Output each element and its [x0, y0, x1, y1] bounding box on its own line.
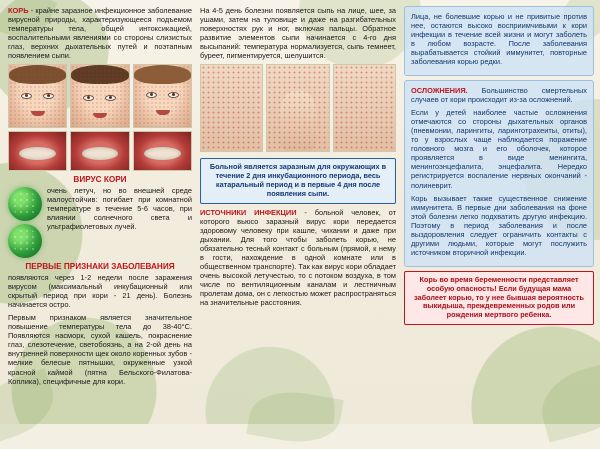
column-left [8, 6, 192, 418]
intro-text: - крайне заразное инфекционное заболевание вирусной природы, характеризующееся подъемом температуры тела, общей интоксикацией, воспалительными явлениями со стороны слизистых глаз, верхних дыхательных путей и поэтапным появлением сыпи. [8, 6, 192, 61]
column-middle [200, 6, 396, 418]
first-signs-text-2: Первым признаком является значительное повышение температуры тела до 38-40°С. Появляются насморк, сухой кашель, покраснение глаз, слезотечение, светобоязнь, а на 2-ой день на внутренней поверхности щек около коренных зубов - мелкие белесые пятнышки, окруженные узкой красной каймой (пятна Бельского-Филатова-Коплика), специфичные для кори. [8, 313, 192, 386]
first-signs-title: ПЕРВЫЕ ПРИЗНАКИ ЗАБОЛЕВАНИЯ [25, 262, 175, 272]
legs-rash-photo [266, 64, 329, 152]
poster-title: КОРЬ [8, 6, 29, 15]
virus-description: очень летуч, но во внешней среде малоустойчив: погибает при комнатной температуре в течение 5-6 часов, при влиянии солнечного света и ультрафиолетовых лучей. [47, 186, 192, 232]
complications-paragraph [411, 86, 587, 104]
right-panel-complications [404, 80, 594, 267]
child-face-photo-2 [70, 64, 129, 128]
rash-progression-text: На 4-5 день болезни появляется сыпь на лице, шее, за ушами, затем на туловище и даже на разгибательных поверхностях рук и ног, включая пальцы. Обратное развитие элементов сыпи начинается с 4-го дня высыпаний: температура нормализуется, сыпь темнеет, буреет, пигментируется, шелушится. [200, 6, 396, 61]
virus-icon [8, 187, 42, 221]
contagious-period-callout [200, 158, 396, 204]
virus-icon [8, 224, 42, 258]
body-photo-row [200, 64, 396, 152]
oral-cavity-photo-2 [70, 131, 129, 171]
column-right [404, 6, 594, 418]
eye-right [168, 92, 179, 98]
arm-rash-photo [333, 64, 396, 152]
hair-shape [71, 65, 128, 84]
immunity-text: Корь вызывает также существенное снижение иммунитета. В первые дни заболевания на фоне этой болезни легко подхватить другую инфекцию. Поэтому в период заболевания и после выздоровления следует ограничить контакты с другими людьми, которые могут послужить источником вторичной инфекции. [411, 193, 587, 257]
mouth-shape [156, 110, 170, 115]
sources-title: ИСТОЧНИКИ ИНФЕКЦИИ [200, 207, 297, 217]
first-signs-text-1: появляются через 1-2 недели после заражения вирусом (максимальный инкубационный или скрытый период при кори - 21 день). Болезнь начинается остро. [8, 273, 192, 310]
sources-paragraph [200, 208, 396, 307]
eye-left [83, 95, 94, 101]
mouth-photo-row [8, 131, 192, 171]
hair-shape [134, 65, 191, 84]
virus-section-title: ВИРУС КОРИ [73, 175, 127, 185]
torso-rash-photo [200, 64, 263, 152]
susceptibility-text: Лица, не болевшие корью и не привитые против нее, остаются высоко восприимчивыми к кори инфекции в течение всей жизни и могут заболеть в любом возрасте. После заболевания вырабатывается стойкий иммунитет, повторные заболевания корью редки. [411, 12, 587, 67]
contagious-period-text: Больной является заразным для окружающих в течение 2 дня инкубационного периода, весь катаральный период и в первые 4 дня после появления сыпи. [209, 162, 387, 198]
pregnancy-warning-callout [404, 271, 594, 325]
child-face-photo-3 [133, 64, 192, 128]
eye-left [21, 93, 32, 99]
complications-title: ОСЛОЖНЕНИЯ. [411, 86, 468, 96]
eye-right [43, 93, 54, 99]
oral-cavity-photo-3 [133, 131, 192, 171]
legs-shape [280, 91, 317, 151]
eye-right [105, 95, 116, 101]
complications-text-1: Большинство смертельных случаев от кори происходит из-за осложнений. [411, 86, 587, 105]
pregnancy-warning-text: Корь во время беременности представляет особую опасность! Если будущая мама заболеет корью, то у нее бывшая вероятность выкидыша, преждевременных родов или рождения мертвого ребенка. [413, 274, 584, 320]
patient-photo-row [8, 64, 192, 128]
intro-paragraph [8, 6, 192, 60]
mouth-shape [93, 113, 107, 118]
right-panel-top [404, 6, 594, 76]
eye-left [146, 92, 157, 98]
mouth-shape [31, 111, 45, 116]
oral-cavity-photo-1 [8, 131, 67, 171]
child-face-photo [8, 64, 67, 128]
sources-text: - больной человек, от которого вьюсо заразный вирус кори передается здоровому человеку при кашле, чихании и даже при дыхании. Для того чтобы заболеть корью, не обязательно тесный контакт с больным (прямой, к нему в гости, нахождение в одной комнате или в общественном транспорте). Так как вирус кори обладает очень высокой летучестью, то с потоком воздуха, в том числе по вентиляционным каналам и лестничным пролетам дома, он с легкостью может распространяться на значительные расстояния. [200, 207, 396, 308]
hair-shape [9, 65, 66, 84]
complications-text-2: Если у детей наиболее частые осложнения отмечаются со стороны дыхательных органов (пневмонии, ларингиты, ларинготрахеиты, отиты), то у взрослых чаще наблюдается поражение головного мозга и его оболочек, которое проявляется в виде менингита, менингоэнцефалита, энцефалита. Нередко регистрируется воспаление нервных окончаний - полиневрит. [411, 108, 587, 190]
